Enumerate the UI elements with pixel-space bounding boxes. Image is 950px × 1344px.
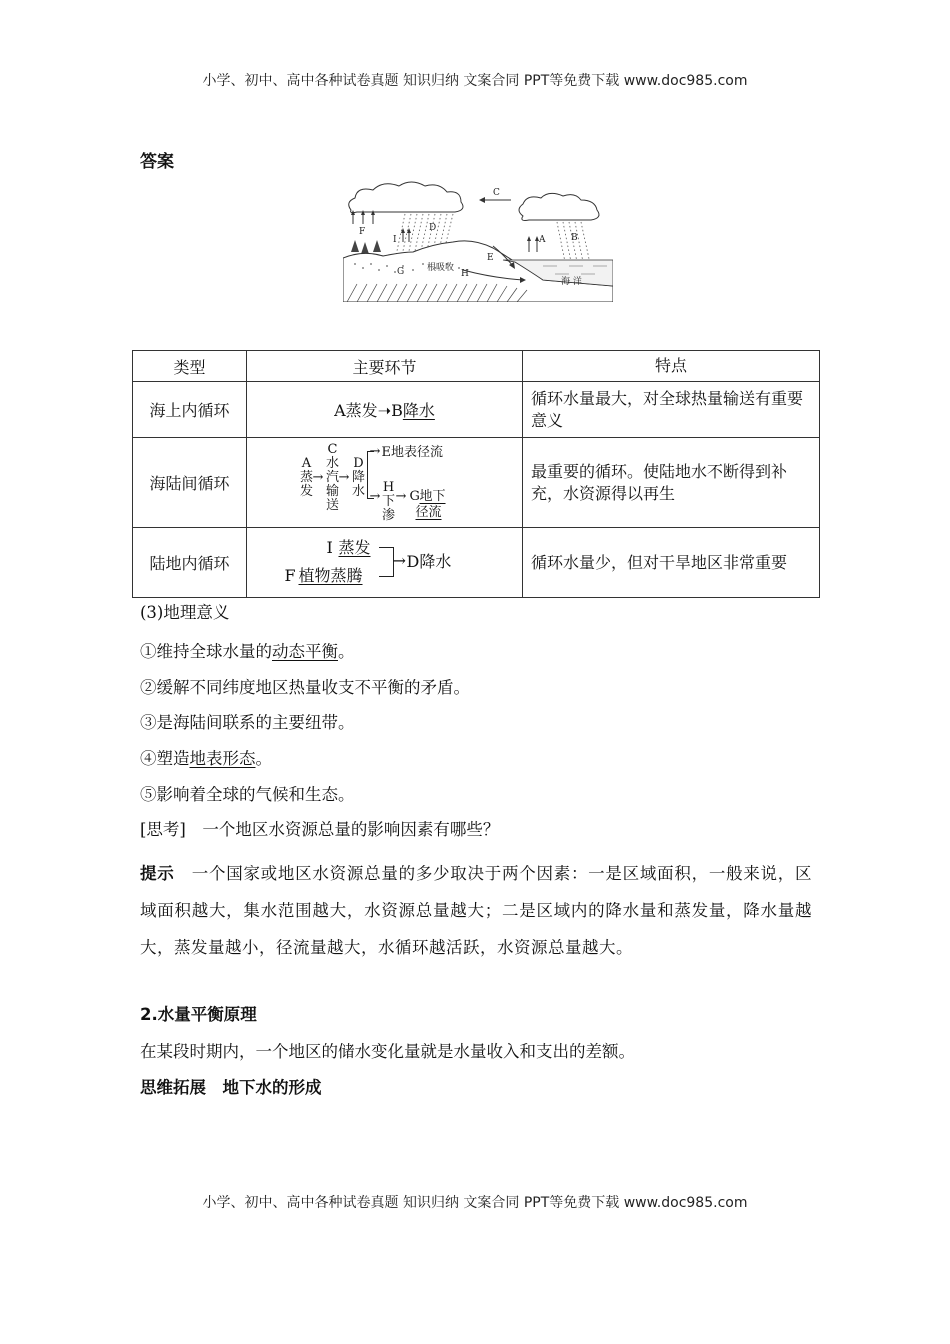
think-label: [思考] [140,820,186,839]
row-feature: 最重要的循环。使陆地水不断得到补充，水资源得以再生 [523,438,820,528]
sea-cloud [519,193,599,220]
text: ④塑造 [140,749,190,768]
arrow-right-icon: → [312,469,324,485]
row-type: 海陆间循环 [133,438,247,528]
answer: 地表形态 [189,749,256,768]
geo-item-5: ⑤影响着全球的气候和生态。 [140,785,355,804]
sea-land-flow [300,443,470,523]
flow-i-prefix: I [326,537,333,557]
row-type: 陆地内循环 [133,528,247,598]
hint-text: 一个国家或地区水资源总量的多少取决于两个因素：一是区域面积，一般来说，区域面积越大，集水范围越大，水资源总量越大；二是区域内的降水量和蒸发量，降水量越大，蒸发量越小，径流量越大，水循环越活跃，水资源总量越大。 [140,864,813,957]
header-process: 主要环节 [247,351,523,382]
label-a: A [539,235,546,245]
row-feature: 循环水量少，但对干旱地区非常重要 [523,528,820,598]
table-row [133,528,820,598]
table-row [133,438,820,528]
label-e: E [487,253,494,263]
geo-item-1 [140,642,355,662]
table-row [133,382,820,438]
page-header: 小学、初中、高中各种试卷真题 知识归纳 文案合同 PPT等免费下载 www.doc985.com [202,73,748,89]
label-d: D [429,223,437,233]
flow-f-prefix: F [284,565,296,585]
think-text: 一个地区水资源总量的影响因素有哪些？ [202,820,500,839]
water-cycle-diagram [343,180,613,302]
row-process [247,528,523,598]
extension-title: 思维拓展 地下水的形成 [140,1078,322,1097]
flow-b-prefix: B [391,401,403,420]
flow-i-answer: 蒸发 [338,537,371,557]
land-cloud [349,182,463,213]
section-2-title: 2.水量平衡原理 [140,1005,257,1024]
arrow-right-icon: → [369,443,381,459]
geo-item-2: ②缓解不同纬度地区热量收支不平衡的矛盾。 [140,678,470,697]
flow-a: A蒸发 [334,401,378,420]
arrow-right-icon: → [369,488,381,504]
flow-a-char: 蒸 [299,469,313,485]
text: ①维持全球水量的 [140,642,272,661]
hint-label: 提示 [140,864,175,883]
flow-e: E地表径流 [381,444,443,460]
label-f: F [359,227,366,237]
merge-bracket-icon [379,547,394,577]
flow-a-char: 发 [299,483,313,499]
text: 。 [338,642,355,661]
flow-d-char: 水 [351,483,365,499]
header-feature: 特点 [523,351,820,382]
geo-title: (3)地理意义 [140,603,230,622]
label-h: H [461,269,469,279]
water-cycle-table [132,350,820,598]
flow-g-answer-2: 径流 [415,504,442,520]
flow-g-answer-1: 地下 [419,488,446,504]
flow-d-letter: D [353,455,364,471]
arrow-right-icon: ➝ [377,401,392,420]
geo-item-4 [140,749,272,769]
flow-c-letter: C [327,441,338,457]
answer: 动态平衡 [272,642,338,661]
label-b: B [571,233,578,243]
geo-item-3: ③是海陆间联系的主要纽带。 [140,713,355,732]
flow-h-letter: H [382,479,395,495]
label-i: I [393,235,397,245]
flow-h-char: 下 [381,493,395,509]
table-header-row [133,351,820,382]
answer-label: 答案 [140,152,174,172]
text: 。 [255,749,272,768]
page-footer: 小学、初中、高中各种试卷真题 知识归纳 文案合同 PPT等免费下载 www.doc985.com [202,1195,748,1211]
flow-c-char: 送 [325,497,339,513]
row-type: 海上内循环 [133,382,247,438]
row-feature: 循环水量最大，对全球热量输送有重要意义 [523,382,820,438]
row-process [247,438,523,528]
flow-c-char: 汽 [325,469,339,485]
hint-paragraph [140,855,812,966]
flow-c-char: 输 [325,483,339,499]
flow-d-char: 降 [351,469,365,485]
header-type: 类型 [133,351,247,382]
label-root: 根吸收 [427,263,455,273]
flow-c-char: 水 [325,455,339,471]
land-flow [285,537,485,589]
arrow-right-icon: → [395,488,407,504]
flow-d: D降水 [406,551,452,571]
flow-g-prefix: G [409,488,420,504]
row-process [247,382,523,438]
label-g: G [397,267,405,277]
section-2-text: 在某段时期内，一个地区的储水变化量就是水量收入和支出的差额。 [140,1042,635,1061]
flow-a-letter: A [301,455,312,471]
arrow-right-icon: → [338,469,350,485]
flow-b-answer: 降水 [402,401,435,420]
flow-f-answer: 植物蒸腾 [298,565,363,585]
label-c: C [493,188,500,198]
label-sea: 海 洋 [561,277,582,287]
trees [351,240,381,254]
arrow-right-icon: → [392,550,406,570]
flow-h-char: 渗 [381,507,395,523]
think-question [140,820,499,840]
